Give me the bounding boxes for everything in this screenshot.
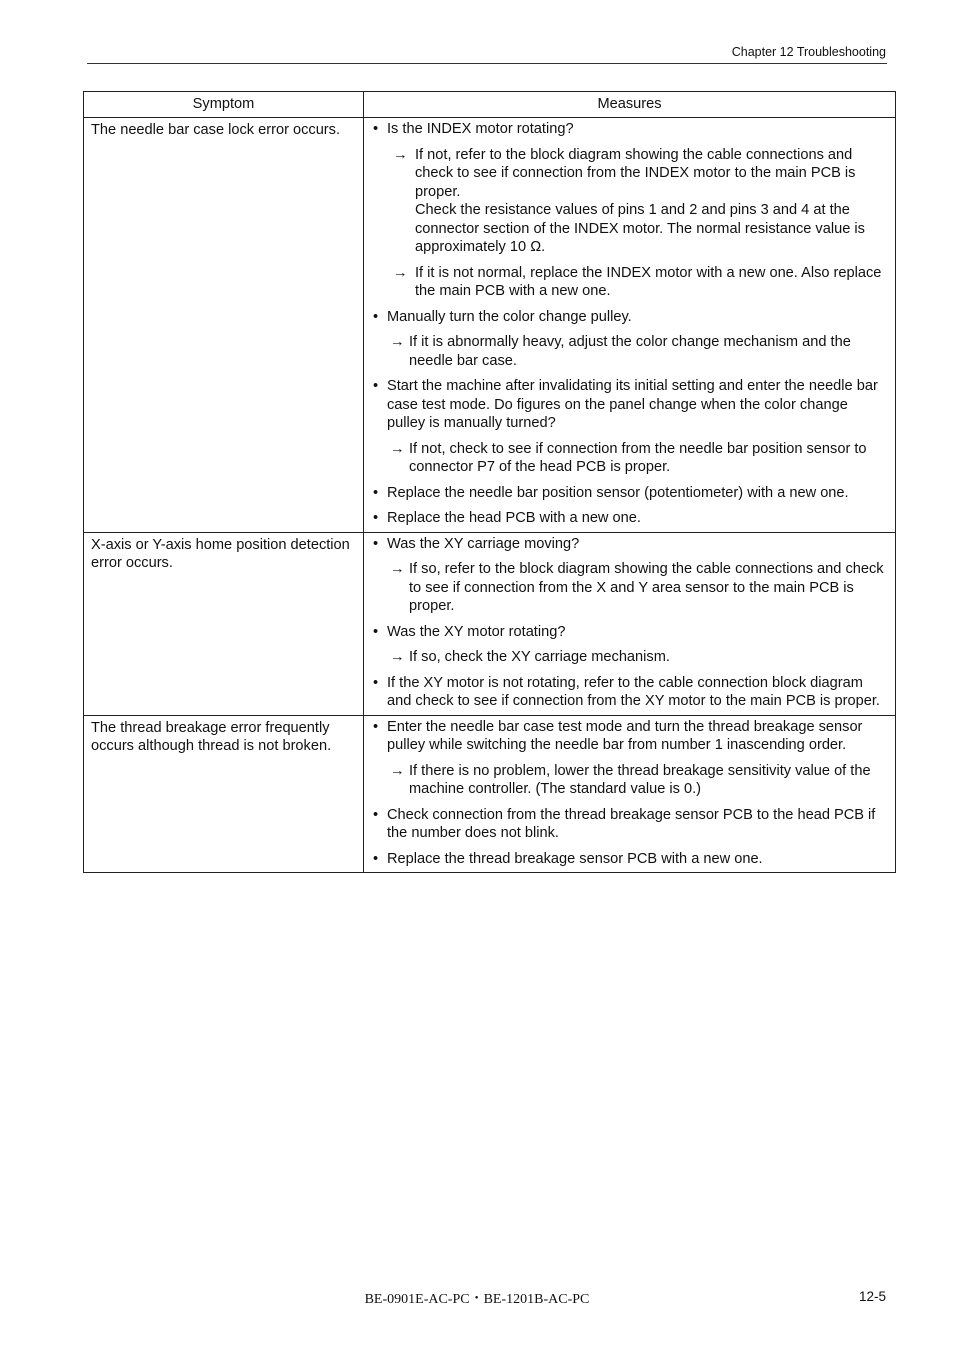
bullet-item: • If the XY motor is not rotating, refer to the cable connection block diagram and check to see if connection from the XY motor to the main PCB is proper. xyxy=(371,674,889,711)
bullet-item: • Check connection from the thread breakage sensor PCB to the head PCB if the number does not blink. xyxy=(371,806,889,843)
page-number: 12-5 xyxy=(858,1289,886,1304)
symptom-column-header: Symptom xyxy=(84,92,364,118)
arrow-item-text: If so, refer to the block diagram showing the cable connections and check to see if connection from the X and Y area sensor to the main PCB is proper. xyxy=(409,561,884,614)
arrow-icon: → xyxy=(390,440,405,457)
bullet-item: • Was the XY carriage moving? xyxy=(371,535,889,554)
bullet-item: • Enter the needle bar case test mode and turn the thread breakage sensor pulley while switching the needle bar from number 1 inascending order. xyxy=(371,718,889,755)
bullet-item: • Manually turn the color change pulley. xyxy=(371,308,889,327)
measures-cell xyxy=(364,532,896,715)
chapter-header: Chapter 12 Troubleshooting xyxy=(731,45,886,59)
table-row xyxy=(84,532,896,715)
symptom-cell: X-axis or Y-axis home position detection error occurs. xyxy=(84,532,364,715)
table-row xyxy=(84,118,896,533)
arrow-icon: → xyxy=(390,561,405,577)
arrow-item-text: If it is not normal, replace the INDEX motor with a new one. Also replace the main PCB with a new one. xyxy=(415,264,882,299)
arrow-item-text: If not, refer to the block diagram showing the cable connections and check to see if connection from the INDEX motor to the main PCB is proper. xyxy=(415,146,856,200)
arrow-icon: → xyxy=(390,762,405,779)
arrow-icon: → xyxy=(390,334,405,350)
measures-cell xyxy=(364,715,896,873)
arrow-icon: → xyxy=(390,649,405,665)
arrow-item xyxy=(371,762,889,799)
troubleshooting-table xyxy=(83,91,896,873)
footer-document-code: BE-0901E-AC-PC・BE-1201B-AC-PC xyxy=(364,1292,590,1307)
arrow-item-text: Check the resistance values of pins 1 and 2 and pins 3 and 4 at the connector section of the INDEX motor. The normal resistance value is approximately 10 Ω. xyxy=(415,202,865,255)
bullet-item: • Replace the needle bar position sensor (potentiometer) with a new one. xyxy=(371,484,889,503)
bullet-item: • Replace the head PCB with a new one. xyxy=(371,509,889,528)
bullet-item: • Replace the thread breakage sensor PCB with a new one. xyxy=(371,850,889,869)
arrow-item-text: If it is abnormally heavy, adjust the color change mechanism and the needle bar case. xyxy=(409,334,851,369)
arrow-item xyxy=(371,560,889,616)
arrow-item xyxy=(371,440,889,477)
symptom-cell: The needle bar case lock error occurs. xyxy=(84,118,364,533)
arrow-icon: → xyxy=(393,146,408,163)
bullet-item: • Start the machine after invalidating its initial setting and enter the needle bar case test mode. Do figures on the panel change when the color change pulley is manually turned? xyxy=(371,377,889,433)
table-header-row xyxy=(84,92,896,118)
arrow-item xyxy=(371,146,889,257)
table-row xyxy=(84,715,896,873)
arrow-item xyxy=(371,264,889,301)
arrow-item-text: If not, check to see if connection from the needle bar position sensor to connector P7 of the head PCB is proper. xyxy=(409,440,867,475)
arrow-item-text: If so, check the XY carriage mechanism. xyxy=(409,649,670,665)
measures-cell xyxy=(364,118,896,533)
bullet-item: • Was the XY motor rotating? xyxy=(371,623,889,642)
arrow-item xyxy=(371,648,889,667)
arrow-item-text: If there is no problem, lower the thread breakage sensitivity value of the machine controller. (The standard value is 0.) xyxy=(409,762,871,797)
header-rule xyxy=(87,63,887,64)
measures-column-header: Measures xyxy=(364,92,896,118)
symptom-cell: The thread breakage error frequently occurs although thread is not broken. xyxy=(84,715,364,873)
arrow-icon: → xyxy=(393,264,408,281)
bullet-item: • Is the INDEX motor rotating? xyxy=(371,120,889,139)
arrow-item xyxy=(371,333,889,370)
